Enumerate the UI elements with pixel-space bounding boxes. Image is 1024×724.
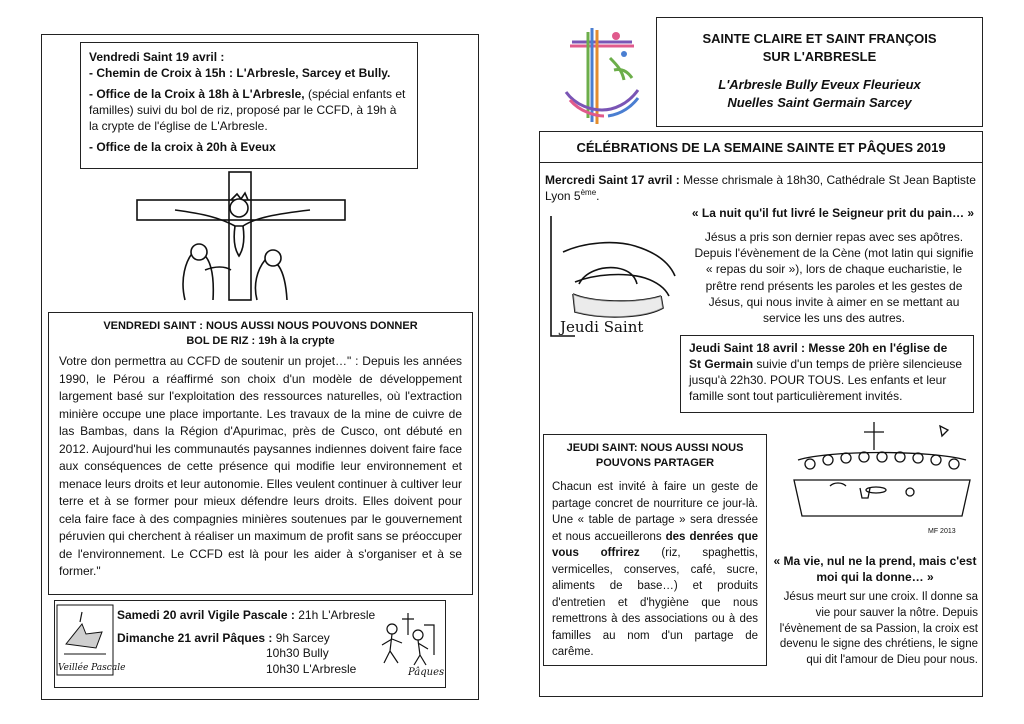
wednesday-detail: Messe chrismale à 18h30, Cathédrale St Jean Baptiste Lyon 5	[545, 173, 976, 203]
easter-label: Dimanche 21 avril Pâques :	[117, 631, 273, 645]
paques-image-caption: Pâques	[408, 667, 445, 678]
thursday-box	[680, 335, 974, 413]
friday-schedule-box	[80, 42, 418, 169]
sharing-body-bold: des denrées que vous offrirez	[552, 530, 758, 559]
sharing-title-line1: JEUDI SAINT: NOUS AUSSI NOUS	[566, 442, 744, 454]
header-box	[656, 17, 983, 127]
parish-villages-line1: L'Arbresle Bully Eveux Fleurieux	[718, 77, 921, 92]
bol-de-riz-title-line1: VENDREDI SAINT : NOUS AUSSI NOUS POUVONS DONNER	[103, 320, 418, 332]
bol-de-riz-body: Votre don permettra au CCFD de soutenir un projet…" : Depuis les années 1990, le Pérou a réaffirmé son choix d'un modèle de développement largement basé sur l'exploitation des ressources naturelles, où l'extraction minière occupe une place importante. Les travaux de la mine de cuivre de las Bambas, dans la Région d'Apurimac, près de Cusco, ont débuté en 2012. Aujourd'hui les communautés paysannes indiennes doivent faire face aux conséquences de cette présence qui modifie leur environnement et menace leurs droits et leur autonomie. Elles veulent continuer à cultiver leur terre et à se former pour mieux défendre leurs droits. Elles doivent pour cela faire face à des compagnies minières soutenues par le gouvernement péruvien qui cherchent à réaliser un maximum de profit sans se préoccuper de l'environnement. Le CCFD est là pour les aider à s'organiser et à se former."	[59, 354, 462, 578]
thursday-detail: suivie d'un temps de prière silencieuse jusqu'à 22h30. POUR TOUS. Les enfants et leur famille sont tout particulièrement invités.	[689, 357, 963, 403]
easter-arbresle: 10h30 L'Arbresle	[266, 662, 357, 676]
last-supper-paragraph: Jésus a pris son dernier repas avec ses apôtres. Depuis l'évènement de la Cène (mot latin qui signifie « repas du soir »), lors de chaque eucharistie, le prêtre rend présents les paroles et les gestes de Jésus, qui nous invite à aimer en se mettant au service les uns des autres.	[694, 230, 974, 326]
vigil-line	[117, 607, 375, 623]
parish-title-line1: SAINTE CLAIRE ET SAINT FRANÇOIS	[702, 31, 937, 46]
last-supper-signature: MF 2013	[928, 528, 956, 535]
thursday-time-place: 20h en l'église de	[845, 341, 948, 355]
easter-line	[117, 630, 330, 646]
thursday-line2	[689, 356, 965, 404]
celebrations-title-rule	[539, 162, 983, 163]
vigil-label: Samedi 20 avril Vigile Pascale :	[117, 608, 295, 622]
sharing-body-part2: (riz, spaghettis, vermicelles, conserves, café, sucre, aliments de base…) et produits d'entretien et d'hygiène que nous remettrons à des associations ou à des familles au nom d'un partage de carême.	[552, 547, 759, 658]
thursday-line1	[689, 340, 965, 356]
crucifixion-image	[135, 170, 350, 302]
quote-my-life-line2: moi qui la donne… »	[816, 570, 934, 584]
friday-office-detail: (spécial enfants et familles) suivi du bol de riz, proposé par le CCFD, à 19h à la crypte de l'église de L'Arbresle.	[89, 87, 406, 133]
wednesday-line	[545, 172, 977, 204]
bol-de-riz-title-line2: BOL DE RIZ : 19h à la crypte	[186, 335, 335, 347]
friday-office-eveux: - Office de la croix à 20h à Eveux	[89, 140, 276, 154]
sharing-body-part1: Chacun est invité à faire un geste de partage concret de nourriture ce jour-là. Une « table de partage » sera dressée et nous accueillerons	[552, 481, 758, 543]
quote-last-supper: « La nuit qu'il fut livré le Seigneur prit du pain… »	[691, 206, 975, 220]
easter-detail: 9h Sarcey	[272, 631, 330, 645]
wednesday-sup: ème	[580, 188, 597, 197]
sharing-title-line2: POUVONS PARTAGER	[595, 457, 715, 469]
sharing-box	[543, 434, 767, 666]
friday-stations: - Chemin de Croix à 15h : L'Arbresle, Sarcey et Bully.	[89, 66, 391, 80]
easter-bully: 10h30 Bully	[266, 646, 329, 660]
thursday-church: St Germain	[689, 357, 754, 371]
paques-image	[362, 605, 442, 667]
quote-my-life-line1: « Ma vie, nul ne la prend, mais c'est	[773, 554, 977, 568]
bol-de-riz-box	[48, 312, 473, 595]
vigil-detail: 21h L'Arbresle	[294, 608, 376, 622]
sharing-body	[552, 479, 758, 661]
friday-office-arbresle	[89, 86, 409, 134]
cross-paragraph: Jésus meurt sur une croix. Il donne sa vie pour sauver la nôtre. Depuis l'évènement de sa Passion, la croix est devenu le signe des chrétiens, le signe qui dit l'amour de Dieu pour nous.	[779, 591, 978, 667]
last-supper-image	[790, 420, 975, 530]
thursday-label: Jeudi Saint 18 avril : Messe	[689, 341, 846, 355]
celebrations-title: CÉLÉBRATIONS DE LA SEMAINE SAINTE ET PÂQUES 2019	[576, 140, 946, 155]
friday-heading: Vendredi Saint 19 avril :	[89, 50, 225, 64]
parish-villages-line2: Nuelles Saint Germain Sarcey	[727, 95, 912, 110]
wednesday-label: Mercredi Saint 17 avril :	[545, 173, 680, 187]
friday-office-label: - Office de la Croix à 18h à L'Arbresle,	[89, 87, 305, 101]
wednesday-end: .	[596, 189, 600, 203]
parish-title-line2: SUR L'ARBRESLE	[762, 49, 877, 64]
jeudi-saint-caption: Jeudi Saint	[560, 318, 644, 336]
vigil-image-caption: Veillée Pascale	[58, 663, 126, 673]
parish-logo	[552, 18, 652, 130]
